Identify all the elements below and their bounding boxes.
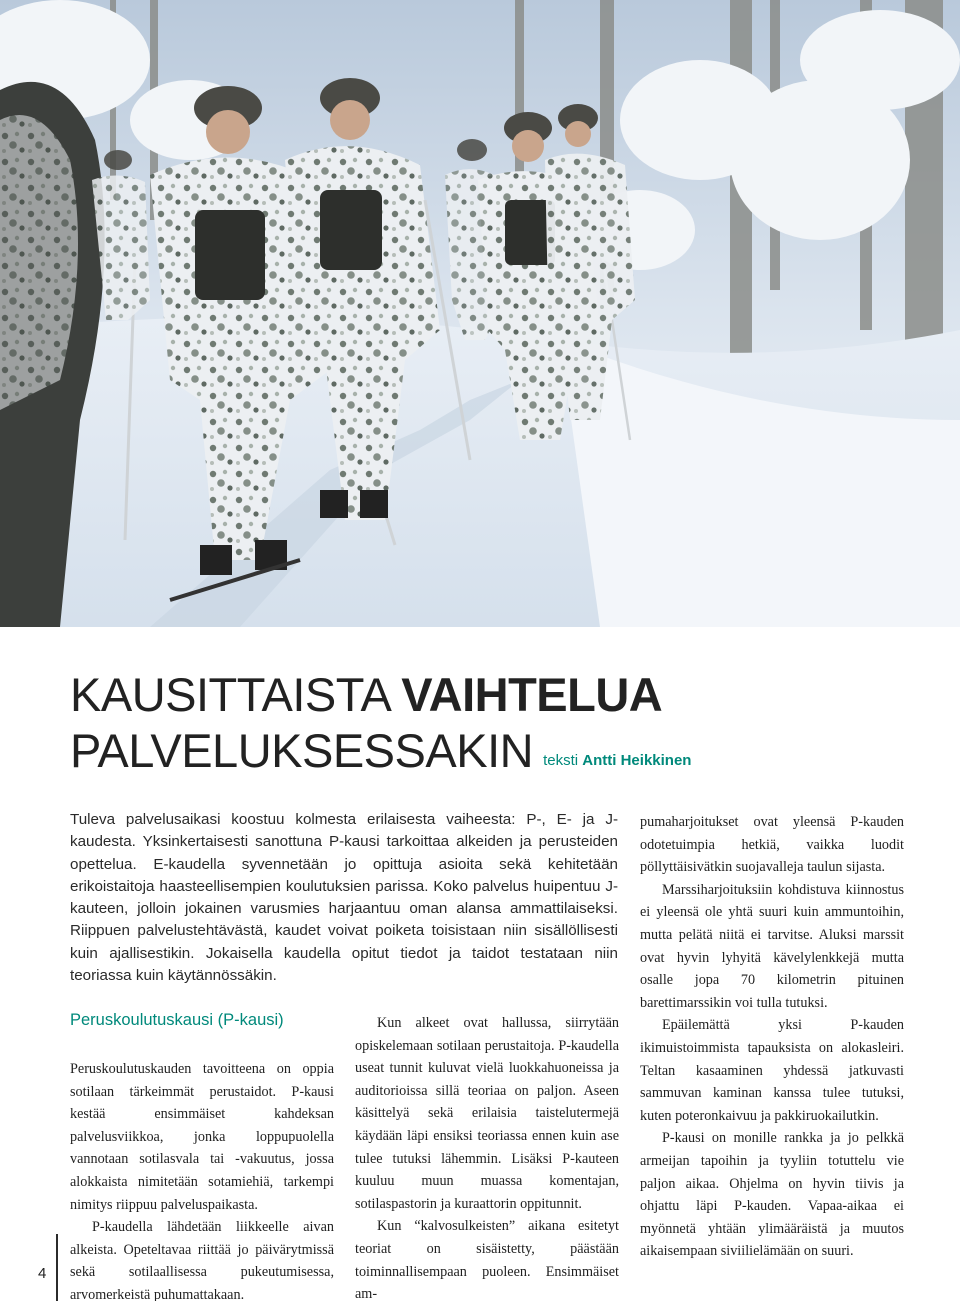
page-number-tab [0, 1234, 58, 1301]
headline-line-2 [70, 722, 830, 790]
headline-line-2-text: PALVELUKSESSAKIN [70, 724, 534, 777]
column-2 [355, 1012, 619, 1301]
headline-light: KAUSITTAISTA [70, 668, 402, 721]
section-title: Peruskoulutuskausi (P-kausi) [70, 1011, 284, 1029]
paragraph: Kun “kalvosulkeisten” aikana esitetyt teoriat on sisäistetty, päästään toiminnallisempaan puoleen. Ensimmäiset am- [355, 1218, 619, 1301]
paragraph: Kun alkeet ovat hallussa, siirrytään opiskelemaan sotilaan perustaitoja. P-kaudella useat tunnit kuluvat vielä luokkahuoneissa ja auditorioissa sillä teoriaa on paljon. Aseen käsittelyä sekä erilaisia taistelutermejä käydään läpi ensiksi teoriassa ennen kuin ase tulee tutuksi lähemmin. Lisäksi P-kauteen kuuluu muun muassa komentajan, sotilaspastorin ja kuraattorin oppitunnit. [355, 1015, 619, 1212]
intro-paragraph: Tuleva palvelusaikasi koostuu kolmesta erilaisesta vaiheesta: P-, E- ja J-kaudesta. Yksinkertaisesti sanottuna P-kausi tarkoittaa alkeiden ja perusteiden opettelua. E-kaudella syvennetään jo opittuja asioita sekä kehitetään erikoistaitoja haasteellisempien koulutuksien parissa. Koko palvelus huipentuu J-kauteen, jolloin jokainen varusmies harjaantuu oman alansa ammattilaiseksi. Riippuen palvelustehtävästä, kaudet voivat poiketa toisistaan niin sisällöllisesti kuin ajallisestikin. Jokaisella kaudella opitut tiedot ja taidot testataan niin teoriassa kuin käytännössäkin. [70, 811, 618, 985]
paragraph: pumaharjoitukset ovat yleensä P-kauden odotetuimpia hetkiä, vaikka luodit pöllyttäisivätkin suojavalleja taulun sijasta. [640, 814, 904, 876]
winter-soldiers-skiing-photo [0, 0, 960, 627]
page-number: 4 [38, 1265, 47, 1282]
column-3 [640, 811, 904, 1263]
column-1 [70, 1058, 334, 1301]
byline-author: Antti Heikkinen [582, 752, 692, 769]
paragraph: Epäilemättä yksi P-kauden ikimuistoimmista tapauksista on alokasleiri. Teltan kasaaminen yhdessä jatkuvasti sammuvan kaminan kanssa tulee tutuksi, kuten poteronkaivuu ja pakkiruokailutkin. [640, 1017, 904, 1124]
paragraph: P-kausi on monille rankka ja jo pelkkä armeijan tapoihin ja tyyliin totuttelu vie paljon aikaa. Ohjelma on hyvin tiivis ja ohjattu läpi P-kauden. Vapaa-aikaa ei myönnetä yhtään ylimääräistä ja muutos aikaisempaan siviilielämään on suuri. [640, 1130, 904, 1260]
headline-bold: VAIHTELUA [401, 668, 663, 721]
headline-line-1 [70, 668, 830, 722]
paragraph: Peruskoulutuskauden tavoitteena on oppia sotilaan tärkeimmät perustaidot. P-kausi kestää ensimmäiset kahdeksan palvelusviikkoa, jonka loppupuolella vannotaan sotilasvala tai -vakuutus, jossa alokkaista nimitetään sotamiehiä, tarkempi nimitys riippuu palveluspaikasta. [70, 1061, 334, 1213]
paragraph: Marssiharjoituksiin kohdistuva kiinnostus ei yleensä ole yhtä suuri kuin ammuntoihin, mutta pelätä niitä ei tarvitse. Aluksi marssit ovat hyvin lyhyitä kävelylenkkejä mutta osalle jopa 70 kilometrin pituinen barettimarssikin voi tulla tutuksi. [640, 881, 904, 1011]
byline [543, 752, 691, 769]
article-headline [70, 668, 830, 790]
byline-prefix: teksti [543, 752, 583, 769]
paragraph: P-kaudella lähdetään liikkeelle aivan alkeista. Opeteltavaa riittää jo päivärytmissä sekä sotilaallisessa pukeutumisessa, arvomerkeistä puhumattakaan. [70, 1219, 334, 1301]
hero-photo [0, 0, 960, 627]
